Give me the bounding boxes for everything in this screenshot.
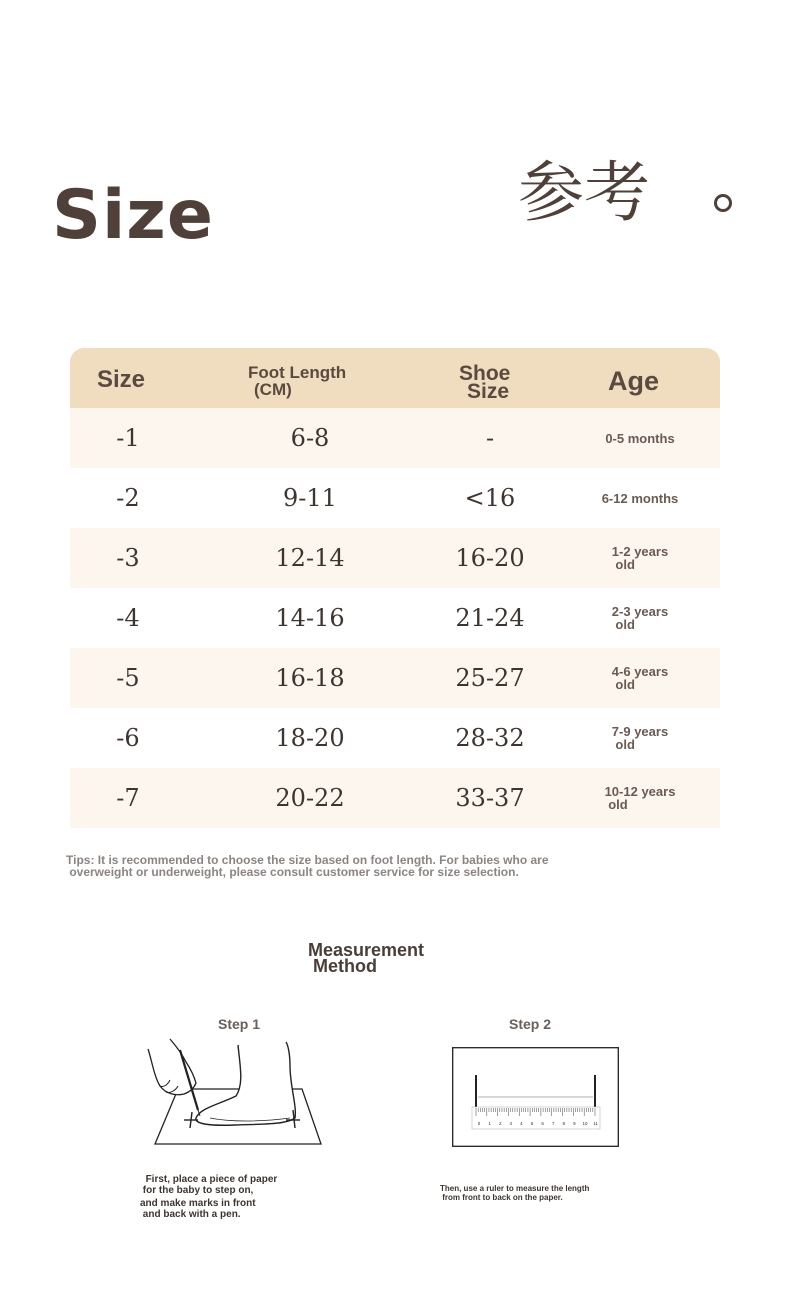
reference-label: 参考	[518, 154, 650, 231]
tips-text: Tips: It is recommended to choose the size based on foot length. For babies who are overweight or underweight, please consult customer service for size selection.	[66, 853, 549, 879]
step2-label: Step 2	[509, 1016, 552, 1032]
table-body	[70, 408, 720, 828]
table-row	[70, 528, 720, 588]
cell-shoe-size: 33-37	[455, 784, 525, 812]
size-table	[70, 348, 720, 828]
table-row	[70, 648, 720, 708]
ruler-number: 10	[582, 1121, 588, 1126]
cell-age: 0-5 months	[605, 430, 675, 446]
header-size: Size	[97, 366, 146, 393]
table-row	[70, 408, 720, 468]
table-header	[70, 348, 720, 408]
cell-shoe-size: -	[485, 424, 495, 452]
step2-caption: Then, use a ruler to measure the length from front to back on the paper.	[440, 1184, 590, 1202]
ruler-number: 0	[477, 1121, 481, 1126]
table-row	[70, 588, 720, 648]
cell-size: -3	[116, 544, 140, 572]
step1-caption-part2: and make marks in front and back with a pen.	[140, 1198, 256, 1220]
ruler-number: 9	[573, 1121, 576, 1126]
cell-shoe-size: 25-27	[455, 664, 525, 692]
cell-size: -1	[116, 424, 140, 452]
cell-foot-length: 14-16	[275, 604, 345, 632]
ruler-number: 5	[530, 1121, 534, 1126]
cell-foot-length: 18-20	[275, 724, 345, 752]
cell-foot-length: 20-22	[275, 784, 345, 812]
cell-size: -7	[116, 784, 140, 812]
step1-caption	[140, 1163, 277, 1220]
header-age: Age	[608, 366, 660, 396]
cell-size: -4	[116, 604, 140, 632]
cell-age: 2-3 years old	[611, 604, 669, 632]
cell-shoe-size: 28-32	[455, 724, 525, 752]
ruler-number: 8	[562, 1121, 566, 1126]
ruler-number: 3	[509, 1121, 513, 1126]
header-foot-length-unit: (CM)	[254, 380, 292, 399]
cell-age: 1-2 years old	[611, 544, 669, 572]
cell-size: -2	[116, 484, 140, 512]
cell-size: -6	[116, 724, 140, 752]
ruler-number: 6	[541, 1121, 544, 1126]
cell-shoe-size: <16	[464, 484, 516, 512]
ruler-number: 11	[593, 1121, 598, 1126]
header-foot-length: Foot Length	[248, 363, 347, 382]
cell-size: -5	[116, 664, 140, 692]
header-shoe-size-top: Shoe	[459, 362, 511, 385]
ruler-number: 1	[488, 1121, 491, 1126]
measurement-method-title: Measurement Method	[308, 940, 425, 976]
page-title: Size	[52, 176, 214, 255]
cell-foot-length: 6-8	[290, 424, 330, 452]
cell-age: 4-6 years old	[611, 664, 669, 692]
ruler-on-paper-illustration	[452, 1047, 620, 1148]
cell-age: 7-9 years old	[611, 724, 669, 752]
cell-foot-length: 12-14	[275, 544, 345, 572]
cell-shoe-size: 16-20	[455, 544, 525, 572]
table-row	[70, 768, 720, 828]
ruler-number: 7	[551, 1121, 555, 1126]
table-row	[70, 468, 720, 528]
ruler-number: 4	[520, 1121, 523, 1126]
foot-on-paper-illustration	[140, 1036, 330, 1148]
step1-label: Step 1	[218, 1016, 261, 1032]
cell-foot-length: 16-18	[275, 664, 345, 692]
cell-age: 10-12 years old	[604, 784, 676, 812]
cell-foot-length: 9-11	[283, 484, 337, 512]
circle-mark-icon	[714, 194, 732, 212]
header-shoe-size-bottom: Size	[467, 380, 510, 403]
ruler-number: 2	[498, 1121, 502, 1126]
table-row	[70, 708, 720, 768]
cell-shoe-size: 21-24	[455, 604, 525, 632]
cell-age: 6-12 months	[601, 490, 679, 506]
step1-caption-part1: First, place a piece of paper for the baby to step on,	[142, 1174, 278, 1196]
